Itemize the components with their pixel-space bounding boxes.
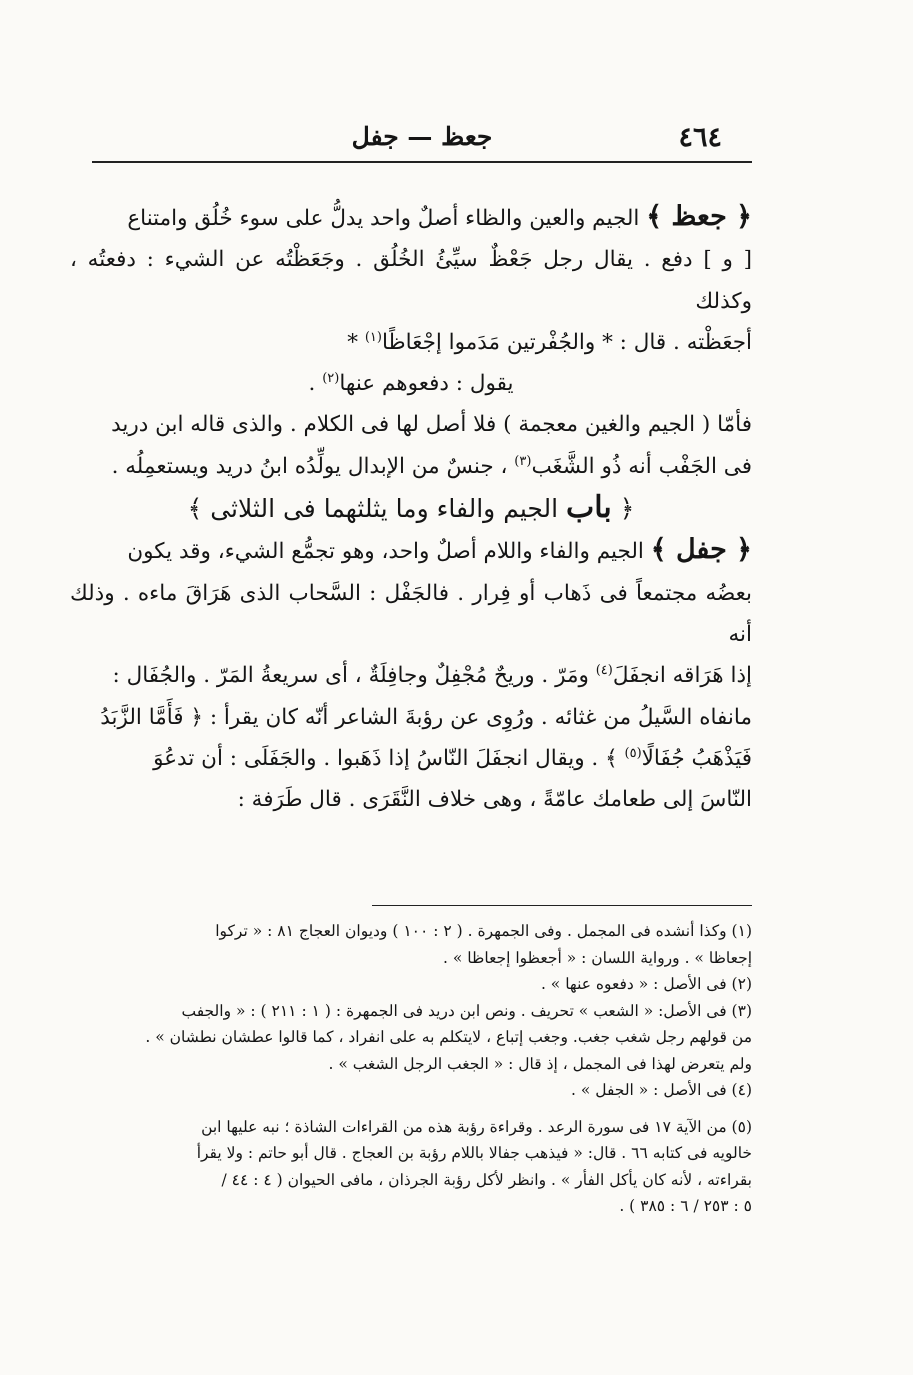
explanation-text: يقول : دفعوهم عنها <box>339 371 514 397</box>
footnote-ref-4: (٤) <box>595 663 613 679</box>
footnote-rule <box>372 905 752 906</box>
entry-jafl-line-1 <box>70 529 752 572</box>
entry-jafl-line-3 <box>70 655 752 696</box>
entry-jafl-line-4: مانفاه السَّيلُ من غثائه . ورُوِى عن رؤبةَ الشاعر أنّه كان يقرأ : ﴿ فَأَمَّا الزَّبَدُ <box>100 704 752 730</box>
entry-head-jafl: ﴿ جفل ﴾ <box>650 534 752 566</box>
entry-jaz-line-2: [ و ] دفع . يقال رجل جَعْظٌ سيِّئُ الخُلُق . وجَعَظْتُه عن الشيء : دفعتُه ، وكذلك <box>70 247 752 314</box>
entry-head-jaz: ﴿ جعظ ﴾ <box>646 201 752 232</box>
footnote-4-line-1: (٤) فى الأصل : « الجفل » . <box>570 1081 752 1099</box>
footnote-5-line-2: خالويه فى كتابه ٦٦ . قال: « فيذهب جفالا باللام رؤبة بن العجاج . قال أبو حاتم : ولا يقرأ <box>196 1144 752 1162</box>
footnote-ref-5: (٥) <box>624 745 642 761</box>
section-bracket: ﴿ <box>619 494 635 524</box>
footnote-5-line-1: (٥) من الآية ١٧ فى سورة الرعد . وقراءة رؤبة هذه من القراءات الشاذة ؛ نبه عليها ابن <box>201 1117 752 1136</box>
explanation-end: . <box>308 371 323 397</box>
section-title <box>70 487 752 529</box>
entry-jafl-line-5 <box>70 738 752 779</box>
entry-jaz-text-1: الجيم والعين والظاء أصلٌ واحد يدلُّ على سوء خُلُق وامتناع <box>127 206 640 231</box>
entry-jafl-text-3b: ومَرّ . وريحٌ مُجْفِلٌ وجافِلَةٌ ، أى سريعةُ المَرّ . والجُفَال : <box>112 663 596 689</box>
footnote-1-line-2: إجعاظا » . ورواية اللسان : « أجعظوا إجعاظا » . <box>443 948 752 967</box>
entry-jafl-text-5a: فَيَذْهَبُ جُفَالًا <box>641 745 752 771</box>
footnote-3-line-2: من قولهم رجل شغب جغب. وجغب إتباع ، لايتكلم به على انفراد ، كما قالوا عطشان نطشان » . <box>145 1028 752 1046</box>
footnote-ref-1: (١) <box>364 329 382 345</box>
section-title-text: الجيم والفاء وما يثلثهما فى الثلاثى ﴾ <box>187 494 559 524</box>
footnotes <box>70 918 752 1220</box>
entry-jafl-text-3a: إذا هَرَاقه انجفَلَ <box>612 663 752 689</box>
entry-jafl-line-2: بعضُه مجتمعاً فى ذَهاب أو فِرار . فالجَفْل : السَّحاب الذى هَرَاقَ ماءه . وذلك أنه <box>70 580 752 647</box>
entry-jafl-text-5b: ﴾ . ويقال انجفَلَ النّاسُ إذا ذَهَبوا . والجَفَلَى : أن تدعُوَ <box>153 745 625 771</box>
footnote-ref-3: (٣) <box>514 453 532 469</box>
paragraph-2-line-2 <box>70 446 752 487</box>
section-word-bab: باب <box>566 490 612 526</box>
verse-text: أجعَظْته . قال : * والجُفْرتين مَدَموا إجْعَاظًا <box>381 329 752 355</box>
entry-jaz-line-1 <box>70 196 752 239</box>
footnote-5-line-4: ٥ : ٢٥٣ / ٦ : ٣٨٥ ) . <box>619 1197 752 1215</box>
paragraph-2-text: فى الجَفْب أنه ذُو الشَّغَب <box>531 453 752 479</box>
page-number: ٤٦٤ <box>678 122 722 153</box>
entry-jaz-line-3 <box>70 322 752 363</box>
footnote-1-line-1: (١) وكذا أنشده فى المجمل . وفى الجمهرة . ( ٢ : ١٠٠ ) وديوان العجاج ٨١ : « تركوا <box>215 922 752 940</box>
footnote-ref-2: (٢) <box>322 371 340 387</box>
paragraph-2-end: ، جنسٌ من الإبدال يولِّدُه ابنُ دريد ويستعمِلُه . <box>111 453 515 479</box>
footnote-5-line-3: بقراءته ، لأنه كان يأكل الفأر » . وانظر لأكل رؤبة الجرذان ، مافى الحيوان ( ٤ : ٤٤ / <box>221 1170 752 1189</box>
footnote-3-line-1: (٣) فى الأصل: « الشعب » تحريف . ونص ابن دريد فى الجمهرة : ( ١ : ٢١١ ) : « والجفب <box>181 1001 752 1020</box>
running-title: جعظ — جفل <box>351 122 493 151</box>
paragraph-2-line-1: فأمّا ( الجيم والغين معجمة ) فلا أصل لها فى الكلام . والذى قاله ابن دريد <box>111 412 752 438</box>
footnote-3-line-3: ولم يتعرض لهذا فى المجمل ، إذ قال : « الجغب الرجل الشغب » . <box>328 1054 752 1073</box>
entry-jafl-line-6: النّاسَ إلى طعامك عامّةً ، وهى خلاف النَّقَرَى . قال طَرَفة : <box>237 787 752 813</box>
entry-jafl-text-1: الجيم والفاء واللام أصلٌ واحد، وهو تجمُّع الشيء، وقد يكون <box>127 539 644 565</box>
verse-end: * <box>347 329 365 355</box>
body-text <box>70 196 752 820</box>
page-header <box>92 118 752 158</box>
entry-jaz-line-4 <box>70 363 752 404</box>
footnote-2-line-1: (٢) فى الأصل : « دفعوه عنها » . <box>540 975 752 993</box>
header-rule <box>92 161 752 163</box>
